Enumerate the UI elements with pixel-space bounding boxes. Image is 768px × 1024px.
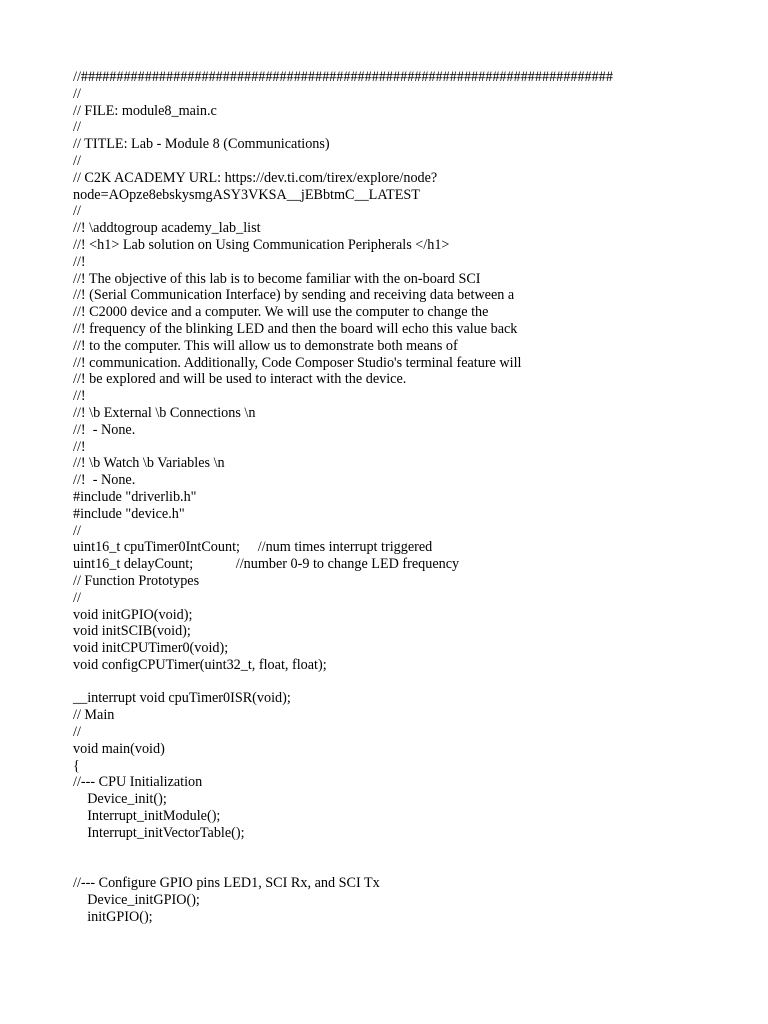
code-line (73, 674, 763, 691)
code-line: //! - None. (73, 472, 136, 489)
code-line: void configCPUTimer(uint32_t, float, float); (73, 656, 327, 673)
code-line: //########################################################################### (73, 69, 613, 85)
code-line: //--- Configure GPIO pins LED1, SCI Rx, and SCI Tx (73, 875, 380, 892)
code-line: __interrupt void cpuTimer0ISR(void); (73, 690, 291, 707)
code-line: Device_initGPIO(); (73, 892, 200, 909)
code-line: Interrupt_initModule(); (73, 808, 221, 825)
code-line: node=AOpze8ebskysmgASY3VKSA__jEBbtmC__LATEST (73, 186, 420, 203)
code-line: //! \b External \b Connections \n (73, 404, 256, 421)
code-line: //--- CPU Initialization (73, 774, 203, 791)
code-line: //! <h1> Lab solution on Using Communication Peripherals </h1> (73, 236, 450, 253)
code-line: // Main (73, 707, 115, 724)
code-line: { (73, 757, 80, 774)
code-line: // Function Prototypes (73, 572, 200, 589)
code-line: //! communication. Additionally, Code Composer Studio's terminal feature will (73, 354, 522, 371)
code-line: void initSCIB(void); (73, 623, 191, 640)
code-line: //! (Serial Communication Interface) by sending and receiving data between a (73, 287, 515, 304)
code-line: void initCPUTimer0(void); (73, 640, 229, 657)
code-line: #include "device.h" (73, 505, 185, 522)
code-line: Interrupt_initVectorTable(); (73, 824, 245, 841)
code-line: #include "driverlib.h" (73, 488, 197, 505)
code-line: // (73, 152, 81, 169)
code-line: // (73, 724, 81, 741)
code-line: uint16_t delayCount; //number 0-9 to change LED frequency (73, 556, 460, 573)
code-line: // FILE: module8_main.c (73, 102, 217, 119)
code-line: uint16_t cpuTimer0IntCount; //num times interrupt triggered (73, 539, 433, 556)
code-line: //! (73, 438, 86, 455)
code-line: //! be explored and will be used to interact with the device. (73, 371, 407, 388)
code-line: void main(void) (73, 740, 165, 757)
code-line: Device_init(); (73, 791, 167, 808)
code-line: // (73, 589, 81, 606)
code-line: // (73, 522, 81, 539)
code-line: // (73, 85, 81, 102)
code-line: // (73, 119, 81, 136)
code-line: //! - None. (73, 421, 136, 438)
code-line: // TITLE: Lab - Module 8 (Communications) (73, 136, 330, 153)
source-code-text (73, 69, 763, 926)
code-line: //! (73, 253, 86, 270)
code-line: // (73, 203, 81, 220)
code-line: // C2K ACADEMY URL: https://dev.ti.com/tirex/explore/node? (73, 169, 438, 186)
code-line: //! The objective of this lab is to become familiar with the on-board SCI (73, 270, 481, 287)
code-line: //! to the computer. This will allow us to demonstrate both means of (73, 337, 458, 354)
code-line: //! \addtogroup academy_lab_list (73, 220, 261, 237)
code-line: void initGPIO(void); (73, 606, 193, 623)
code-line: //! C2000 device and a computer. We will use the computer to change the (73, 304, 489, 321)
code-line: //! (73, 388, 86, 405)
code-line (73, 842, 763, 859)
code-line (73, 858, 763, 875)
code-line: //! \b Watch \b Variables \n (73, 455, 225, 472)
code-line: initGPIO(); (73, 908, 153, 925)
code-line: //! frequency of the blinking LED and then the board will echo this value back (73, 320, 518, 337)
